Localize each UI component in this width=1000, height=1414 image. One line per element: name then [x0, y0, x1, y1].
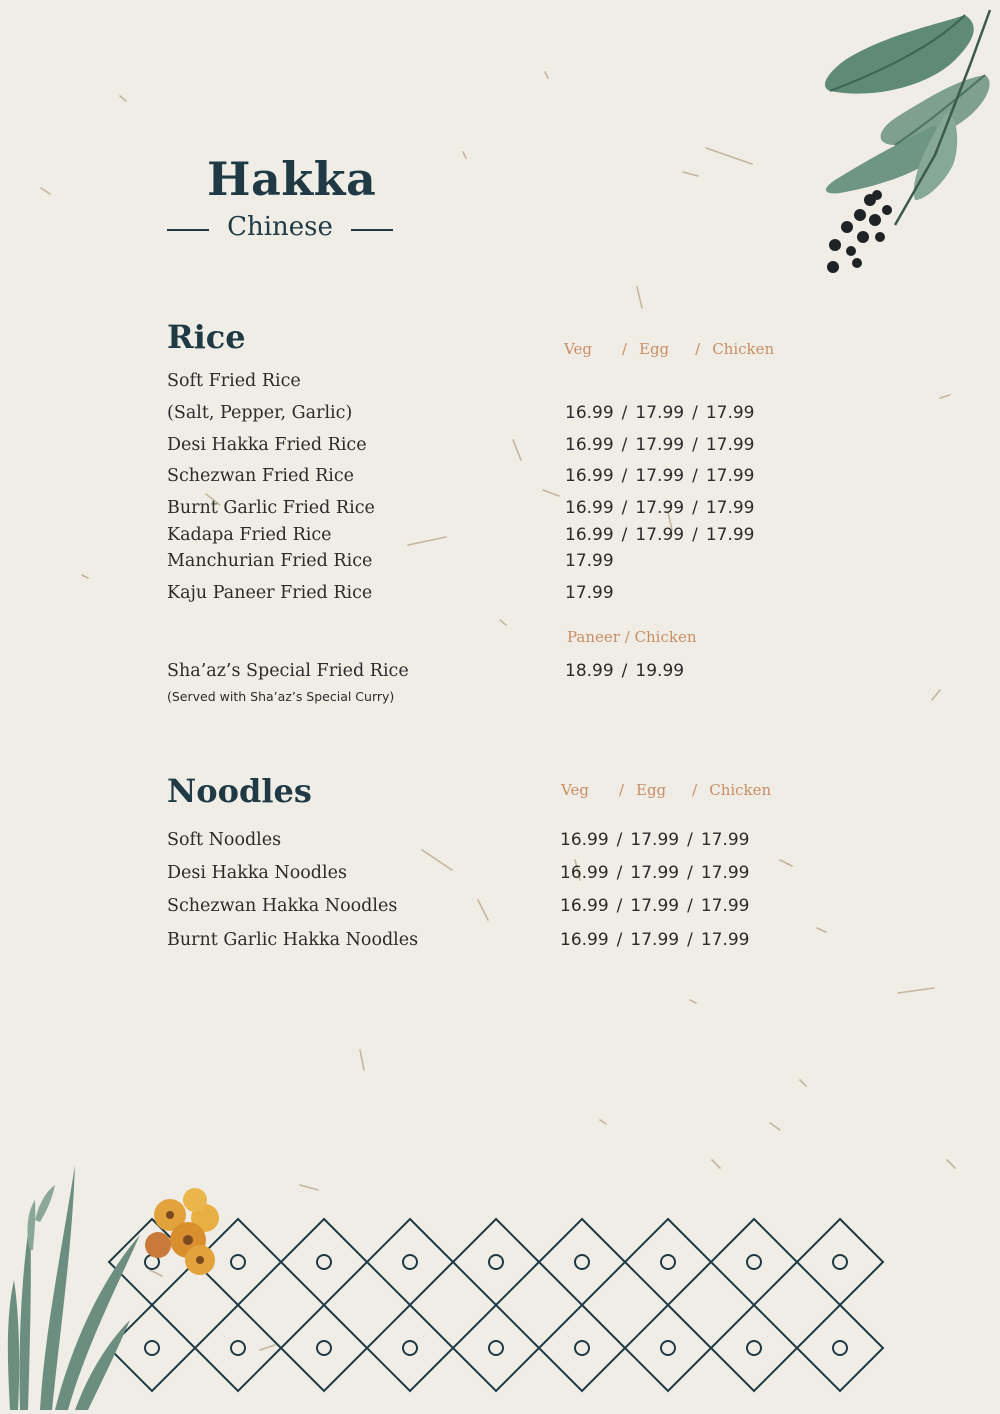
menu-item: Burnt Garlic Fried Rice — [167, 498, 375, 518]
price-egg: 17.99 — [630, 830, 680, 850]
price-chicken: 17.99 — [705, 525, 755, 545]
price-chicken: 17.99 — [705, 498, 755, 518]
price-veg: 16.99 — [565, 403, 614, 423]
menu-item: Soft Noodles — [167, 830, 282, 850]
pattern-diamond — [711, 1305, 797, 1391]
item-prices: 16.99 / 17.99 / 17.99 — [565, 466, 755, 486]
price-veg: 16.99 — [560, 863, 609, 883]
pattern-diamond — [797, 1219, 883, 1305]
menu-item: Manchurian Fried Rice — [167, 551, 373, 571]
col-chicken: Chicken — [712, 340, 775, 358]
pattern-diamond — [797, 1305, 883, 1391]
menu-item: Kadapa Fried Rice — [167, 525, 332, 545]
special-item-note: (Served with Sha’az’s Special Curry) — [167, 689, 395, 704]
menu-item: Schezwan Hakka Noodles — [167, 896, 398, 916]
special-column-headers: Paneer / Chicken — [567, 628, 697, 646]
price-chicken: 17.99 — [700, 930, 750, 950]
special-menu-item: Sha’az’s Special Fried Rice — [167, 661, 409, 681]
noodles-column-headers: Veg / Egg / Chicken — [561, 781, 772, 799]
pattern-circle — [833, 1255, 847, 1269]
pattern-diamond — [539, 1305, 625, 1391]
menu-item: Schezwan Fried Rice — [167, 466, 355, 486]
item-prices: 16.99 / 17.99 / 17.99 — [560, 830, 750, 850]
col-veg: Veg — [564, 340, 592, 358]
menu-item: Desi Hakka Fried Rice — [167, 435, 367, 455]
price-single: 17.99 — [565, 551, 614, 571]
pattern-circle — [661, 1255, 675, 1269]
pattern-circle — [317, 1341, 331, 1355]
price-chicken: 17.99 — [700, 830, 750, 850]
item-prices: 16.99 / 17.99 / 17.99 — [560, 863, 750, 883]
price-egg: 17.99 — [635, 435, 685, 455]
item-prices: 16.99 / 17.99 / 17.99 — [565, 435, 755, 455]
special-item-prices: 18.99 / 19.99 — [565, 661, 685, 681]
pattern-circle — [575, 1341, 589, 1355]
col-egg: Egg — [639, 340, 670, 358]
subtitle-rule-right — [351, 229, 393, 231]
pattern-diamond — [711, 1219, 797, 1305]
menu-item: Kaju Paneer Fried Rice — [167, 583, 373, 603]
pattern-circle — [489, 1255, 503, 1269]
price-egg: 17.99 — [630, 863, 680, 883]
leaves-berries-illustration — [815, 5, 1000, 290]
price-chicken: 17.99 — [700, 863, 750, 883]
price-chicken: 17.99 — [700, 896, 750, 916]
col-veg: Veg — [561, 781, 589, 799]
pattern-diamond — [281, 1219, 367, 1305]
menu-subtitle-group — [167, 212, 393, 248]
pattern-circle — [661, 1341, 675, 1355]
rice-section-title: Rice — [167, 318, 246, 356]
price-single: 17.99 — [565, 583, 614, 603]
col-chicken: Chicken — [709, 781, 772, 799]
pattern-diamond — [625, 1305, 711, 1391]
price-veg: 16.99 — [565, 525, 614, 545]
price-egg: 17.99 — [630, 896, 680, 916]
price-chicken: 17.99 — [705, 466, 755, 486]
price-egg: 17.99 — [635, 466, 685, 486]
menu-title: Hakka — [207, 152, 377, 206]
noodles-section-title: Noodles — [167, 772, 312, 810]
pattern-diamond — [539, 1219, 625, 1305]
rice-column-headers: Veg / Egg / Chicken — [564, 340, 775, 358]
grass-flowers-illustration — [0, 1160, 240, 1414]
price-veg: 16.99 — [560, 896, 609, 916]
item-prices: 16.99 / 17.99 / 17.99 — [560, 896, 750, 916]
price-chicken: 17.99 — [705, 435, 755, 455]
pattern-diamond — [281, 1305, 367, 1391]
item-prices: 16.99 / 17.99 / 17.99 — [565, 525, 755, 545]
price-veg: 16.99 — [560, 830, 609, 850]
price-veg: 16.99 — [560, 930, 609, 950]
price-egg: 17.99 — [635, 498, 685, 518]
pattern-diamond — [453, 1305, 539, 1391]
price-paneer: 18.99 — [565, 661, 614, 681]
menu-item: (Salt, Pepper, Garlic) — [167, 403, 353, 423]
price-chicken: 17.99 — [705, 403, 755, 423]
price-veg: 16.99 — [565, 498, 614, 518]
menu-item: Soft Fried Rice — [167, 371, 301, 391]
pattern-circle — [575, 1255, 589, 1269]
pattern-circle — [747, 1255, 761, 1269]
price-veg: 16.99 — [565, 466, 614, 486]
pattern-circle — [403, 1255, 417, 1269]
pattern-circle — [403, 1341, 417, 1355]
pattern-circle — [833, 1341, 847, 1355]
price-egg: 17.99 — [635, 525, 685, 545]
item-prices: 16.99 / 17.99 / 17.99 — [565, 498, 755, 518]
col-egg: Egg — [636, 781, 667, 799]
item-prices — [565, 551, 614, 571]
menu-item: Burnt Garlic Hakka Noodles — [167, 930, 419, 950]
pattern-diamond — [367, 1305, 453, 1391]
price-egg: 17.99 — [630, 930, 680, 950]
pattern-diamond — [453, 1219, 539, 1305]
price-chicken: 19.99 — [635, 661, 685, 681]
item-prices: 16.99 / 17.99 / 17.99 — [565, 403, 755, 423]
pattern-diamond — [367, 1219, 453, 1305]
menu-item: Desi Hakka Noodles — [167, 863, 347, 883]
pattern-circle — [747, 1341, 761, 1355]
pattern-diamond — [625, 1219, 711, 1305]
pattern-circle — [317, 1255, 331, 1269]
item-prices: 16.99 / 17.99 / 17.99 — [560, 930, 750, 950]
price-veg: 16.99 — [565, 435, 614, 455]
menu-subtitle: Chinese — [227, 212, 333, 242]
item-prices — [565, 583, 614, 603]
pattern-circle — [489, 1341, 503, 1355]
price-egg: 17.99 — [635, 403, 685, 423]
